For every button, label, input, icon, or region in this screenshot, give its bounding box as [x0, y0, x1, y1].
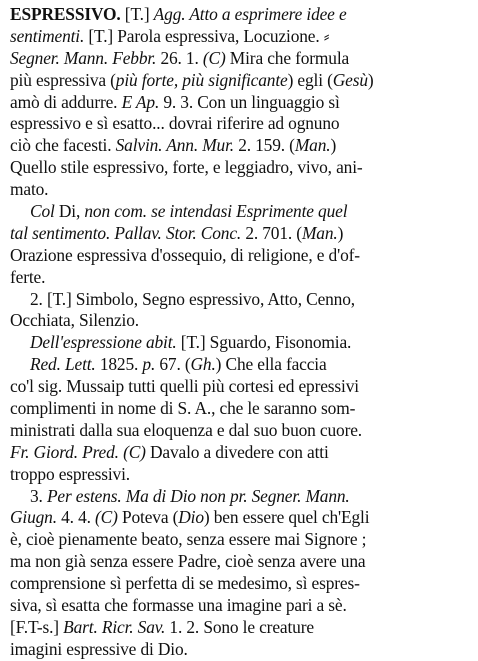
entry-line [10, 267, 468, 289]
italic-text: Agg. Atto a esprimere idee e [153, 4, 347, 24]
entry-line [10, 529, 468, 551]
italic-text: Fr. Giord. Pred. [10, 441, 119, 462]
entry-line [10, 157, 468, 179]
entry-line [10, 551, 468, 573]
italic-text: Man. [294, 135, 331, 156]
entry-line [10, 289, 468, 311]
italic-text: Dio [178, 507, 204, 528]
italic-text: (C) [123, 441, 146, 462]
entry-line [10, 507, 468, 529]
text-segment: ma non già senza essere Padre, cioè senza avere una [10, 551, 366, 572]
italic-text: sentimenti. [10, 25, 85, 46]
entry-line [10, 398, 468, 420]
text-segment: [T.] [120, 4, 154, 24]
italic-text: Bart. Ricr. Sav. [63, 616, 166, 637]
italic-text: (C) [202, 47, 226, 68]
text-segment: ) [330, 135, 337, 156]
text-segment: ferte. [10, 266, 46, 287]
entry-line [10, 113, 468, 135]
entry-line [10, 639, 468, 661]
text-segment: 3. [30, 485, 47, 506]
entry-line [10, 442, 468, 464]
italic-text: non com. se intendasi Esprimente quel [84, 201, 348, 222]
entry-line [10, 354, 468, 376]
entry-line [10, 4, 468, 26]
italic-text: Gesù [332, 69, 368, 90]
entry-line [10, 223, 468, 245]
text-segment: 2. [T.] Simbolo, Segno espressivo, Atto, Cenno, [30, 288, 355, 309]
text-segment: [F.T-s.] [10, 616, 64, 637]
entry-line [10, 595, 468, 617]
italic-text: Red. Lett. [30, 354, 96, 375]
text-segment: 2. 159. ( [234, 135, 295, 156]
text-segment: ) ben essere quel ch'Egli [203, 507, 370, 528]
entry-line [10, 464, 468, 486]
entry-line [10, 201, 468, 223]
text-segment: 9. 3. Con un linguaggio sì [159, 91, 340, 112]
text-segment: ) [367, 69, 374, 90]
text-segment: siva, sì esatta che formasse una imagine pari a sè. [10, 595, 347, 616]
headword: ESPRESSIVO. [10, 4, 121, 24]
italic-text: (C) [95, 507, 118, 528]
entry-line [10, 135, 468, 157]
dictionary-entry-espressivo [10, 4, 468, 661]
entry-line [10, 486, 468, 508]
text-segment: 1. 2. Sono le creature [165, 616, 314, 637]
entry-line [10, 376, 468, 398]
text-segment: è, cioè pienamente beato, senza essere mai Signore ; [10, 529, 367, 550]
italic-text: Segner. Mann. Febbr. [10, 47, 157, 68]
entry-line [10, 245, 468, 267]
text-segment: mato. [10, 179, 49, 200]
italic-text: Salvin. Ann. Mur. [115, 135, 234, 156]
text-segment: ministrati dalla sua eloquenza e dal suo buon cuore. [10, 419, 362, 440]
text-segment: complimenti in nome di S. A., che le saranno som- [10, 398, 356, 419]
text-segment: espressivo e sì esatto... dovrai riferire ad ognuno [10, 113, 340, 134]
entry-line [10, 179, 468, 201]
entry-line [10, 573, 468, 595]
text-segment: più espressiva ( [10, 69, 116, 90]
entry-line [10, 332, 468, 354]
text-segment: co'l sig. Mussaip tutti quelli più cortesi ed epressivi [10, 376, 359, 397]
text-segment: 67. ( [155, 354, 191, 375]
text-segment: 2. 701. ( [241, 222, 302, 243]
italic-text: E Ap. [121, 91, 160, 112]
text-segment: Occhiata, Silenzio. [10, 310, 139, 331]
text-segment: ciò che facesti. [10, 135, 116, 156]
text-segment: Di, [54, 201, 85, 222]
italic-text: Dell'espressione abit. [30, 332, 177, 353]
italic-text: p. [142, 354, 156, 375]
text-segment: ) egli ( [287, 69, 333, 90]
entry-line [10, 48, 468, 70]
text-segment: imagini espressive di Dio. [10, 638, 188, 659]
text-segment: Poteva ( [117, 507, 179, 528]
entry-line [10, 70, 468, 92]
italic-text: Giugn. [10, 507, 57, 528]
text-segment: Mira che formula [225, 47, 350, 68]
italic-text: Man. [301, 222, 338, 243]
text-segment: 1825. [95, 354, 143, 375]
text-segment: troppo espressivi. [10, 463, 130, 484]
entry-line [10, 310, 468, 332]
text-segment: 4. 4. [56, 507, 96, 528]
text-segment: 26. 1. [156, 47, 203, 68]
italic-text: Col [30, 201, 55, 222]
text-segment: comprensione sì perfetta di se medesimo, sì espres- [10, 573, 360, 594]
text-segment: ) Che ella faccia [215, 354, 327, 375]
text-segment: amò di addurre. [10, 91, 122, 112]
text-segment: Quello stile espressivo, forte, e leggiadro, vivo, ani- [10, 157, 363, 178]
italic-text: più forte, più significante [115, 69, 288, 90]
entry-line [10, 92, 468, 114]
italic-text: tal sentimento. Pallav. Stor. Conc. [10, 222, 242, 243]
text-segment: [T.] Parola espressiva, Locuzione. ⸗ [84, 25, 330, 46]
text-segment: [T.] Sguardo, Fisonomia. [176, 332, 352, 353]
entry-line [10, 420, 468, 442]
text-segment: Orazione espressiva d'ossequio, di religione, e d'of- [10, 244, 360, 265]
text-segment: ) [337, 222, 344, 243]
italic-text: Gh. [190, 354, 216, 375]
entry-line [10, 26, 468, 48]
italic-text: Per estens. Ma di Dio non pr. Segner. Mann. [46, 485, 350, 506]
text-segment: Davalo a divedere con atti [145, 441, 329, 462]
